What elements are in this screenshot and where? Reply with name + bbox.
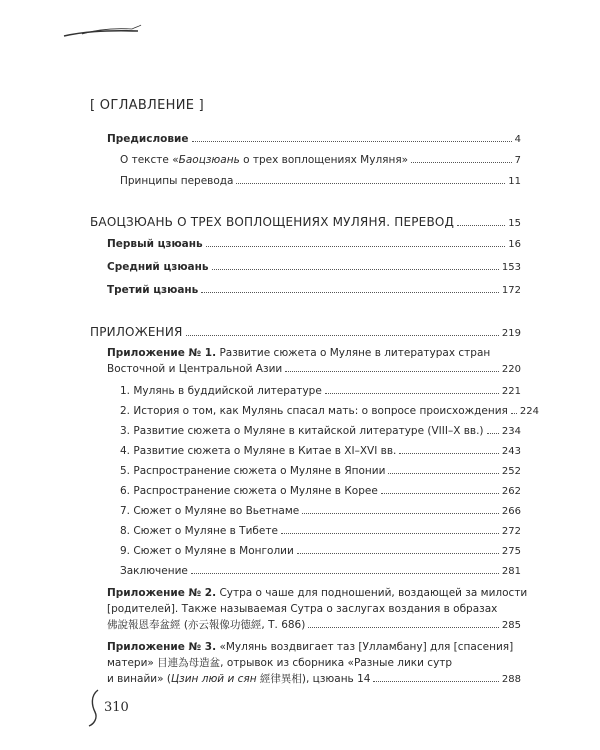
toc-heading: [ ОГЛАВЛЕНИЕ ] — [90, 98, 205, 113]
toc-sub-2[interactable]: 2. История о том, как Мулянь спасал мать: о вопросе происхождения 224 — [120, 405, 539, 417]
toc-page-number: 172 — [501, 285, 521, 296]
toc-sub-7[interactable]: 7. Сюжет о Муляне во Вьетнаме 266 — [120, 505, 521, 517]
toc-appendix-2-line3[interactable]: 佛說報恩奉盆經 (亦云報像功德經, Т. 686) 285 — [107, 619, 521, 631]
toc-sub-4[interactable]: 4. Развитие сюжета о Муляне в Китае в XI–XVI вв. 243 — [120, 445, 521, 457]
leader-dots — [192, 141, 512, 142]
toc-part-appendices[interactable] — [90, 324, 521, 342]
toc-page-number: 4 — [514, 134, 521, 145]
toc-entry-label: Средний цзюань — [107, 261, 209, 273]
leader-dots — [206, 246, 506, 247]
toc-entry-about-text[interactable] — [120, 152, 521, 169]
toc-appendix-3-line3[interactable]: и винайи» (Цзин люй и сян 經律異相), цзюань 14 288 — [107, 673, 521, 685]
toc-entry-label: О тексте «Баоцзюань о трех воплощениях Муляня» — [120, 154, 409, 166]
toc-entry-label: Первый цзюань — [107, 238, 203, 250]
toc-page-number: 219 — [501, 328, 521, 339]
toc-part-title: ПРИЛОЖЕНИЯ — [90, 325, 183, 339]
leader-dots — [201, 292, 499, 293]
toc-page-number: 15 — [508, 218, 521, 229]
leader-dots — [212, 269, 499, 270]
toc-page-number: 7 — [514, 155, 521, 166]
toc-sub-3[interactable]: 3. Развитие сюжета о Муляне в китайской литературе (VIII–X вв.) 234 — [120, 425, 521, 437]
toc-entry-preface[interactable] — [107, 131, 521, 148]
toc-page-number: 11 — [508, 176, 521, 187]
toc-entry-label: Предисловие — [107, 133, 189, 145]
toc-entry-third-juan[interactable] — [107, 282, 521, 299]
toc-sub-conclusion[interactable]: Заключение 281 — [120, 565, 521, 577]
toc-entry-principles[interactable] — [120, 173, 521, 190]
toc-part-title: БАОЦЗЮАНЬ О ТРЕХ ВОПЛОЩЕНИЯХ МУЛЯНЯ. ПЕРЕВОД — [90, 215, 455, 229]
toc-page-number: 153 — [501, 262, 521, 273]
toc-entry-first-juan[interactable] — [107, 236, 521, 253]
leader-dots — [186, 335, 499, 336]
toc-appendix-3-line1[interactable]: Приложение № 3. «Мулянь воздвигает таз [Улламбану] для [спасения] — [107, 641, 514, 653]
page-number: 310 — [104, 700, 129, 715]
leader-dots — [411, 162, 512, 163]
decorative-swash-top — [62, 22, 142, 42]
leader-dots — [236, 183, 505, 184]
toc-sub-8[interactable]: 8. Сюжет о Муляне в Тибете 272 — [120, 525, 521, 537]
toc-part-translation[interactable] — [90, 214, 521, 232]
toc-sub-6[interactable]: 6. Распространение сюжета о Муляне в Корее 262 — [120, 485, 521, 497]
toc-entry-label: Принципы перевода — [120, 175, 234, 187]
toc-appendix-3-line2[interactable]: матери» 目連為母造盆, отрывок из сборника «Разные лики сутр — [107, 657, 453, 669]
toc-entry-label: Восточной и Центральной Азии — [107, 363, 283, 375]
toc-page-number: 220 — [501, 364, 521, 375]
toc-entry-label: Третий цзюань — [107, 284, 199, 296]
leader-dots — [457, 225, 505, 226]
decorative-swash-page — [86, 688, 102, 728]
leader-dots — [285, 371, 499, 372]
toc-sub-9[interactable]: 9. Сюжет о Муляне в Монголии 275 — [120, 545, 521, 557]
toc-page-number: 16 — [508, 239, 521, 250]
toc-appendix-2-line2[interactable]: [родителей]. Также называемая Сутра о заслугах воздания в образах — [107, 603, 498, 615]
toc-appendix-2-line1[interactable]: Приложение № 2. Сутра о чаше для подношений, воздающей за милости — [107, 587, 528, 599]
toc-sub-5[interactable]: 5. Распространение сюжета о Муляне в Японии 252 — [120, 465, 521, 477]
toc-appendix-1-line1[interactable]: Приложение № 1. Развитие сюжета о Муляне в литературах стран — [107, 347, 491, 359]
toc-entry-middle-juan[interactable] — [107, 259, 521, 276]
toc-sub-1[interactable]: 1. Мулянь в буддийской литературе 221 — [120, 385, 521, 397]
toc-appendix-1-line2[interactable] — [107, 361, 521, 378]
